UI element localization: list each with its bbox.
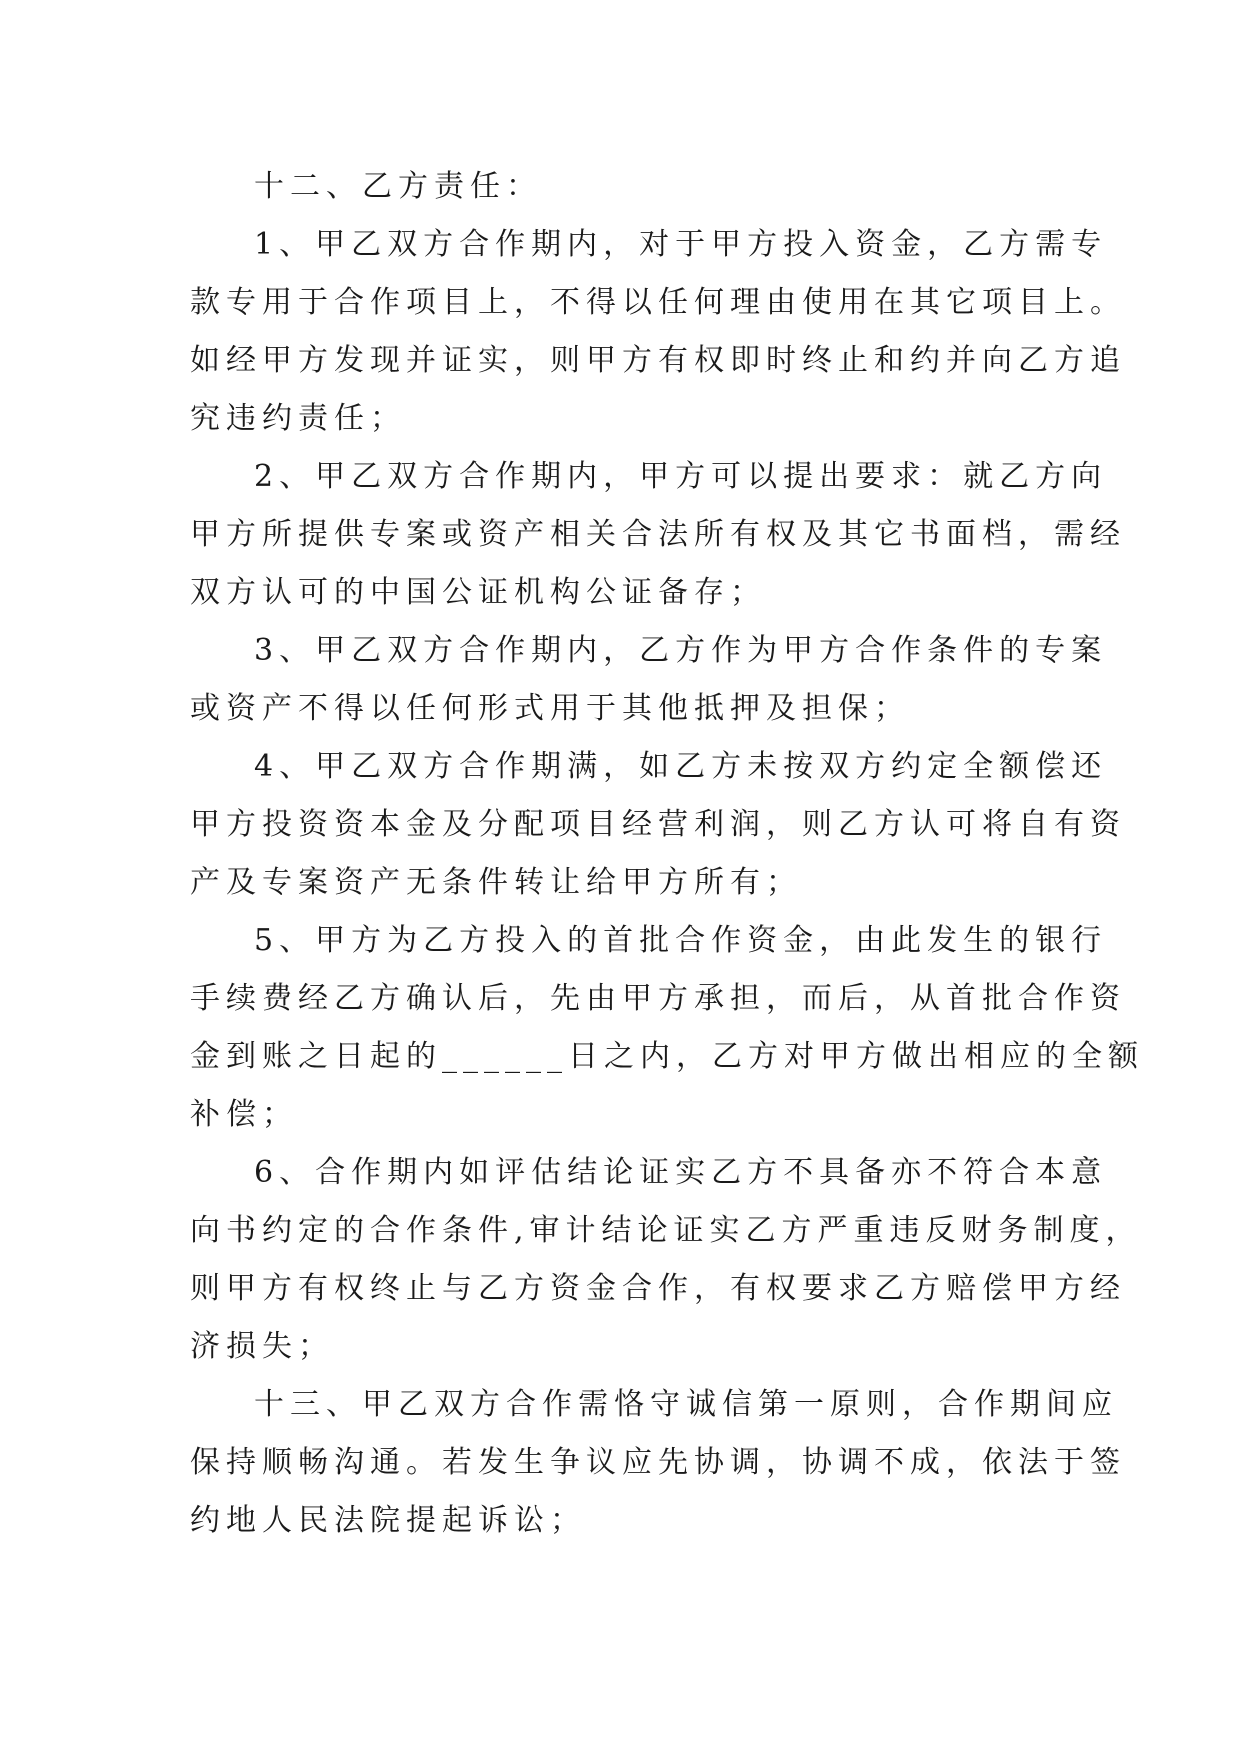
text-line: 6、合作期内如评估结论证实乙方不具备亦不符合本意 <box>254 1155 1108 1190</box>
text-line: 约地人民法院提起诉讼； <box>190 1503 586 1538</box>
text-line: 甲方投资资本金及分配项目经营利润，则乙方认可将自有资 <box>190 807 1126 842</box>
text-line: 手续费经乙方确认后，先由甲方承担，而后，从首批合作资 <box>190 981 1126 1016</box>
clause-4 <box>190 738 1126 912</box>
text-line: 3、甲乙双方合作期内，乙方作为甲方合作条件的专案 <box>254 633 1108 668</box>
clause-5 <box>190 912 1144 1144</box>
text-line: 2、甲乙双方合作期内，甲方可以提出要求：就乙方向 <box>254 459 1108 494</box>
text-line: 保持顺畅沟通。若发生争议应先协调，协调不成，依法于签 <box>190 1445 1126 1480</box>
text-line: 如经甲方发现并证实，则甲方有权即时终止和约并向乙方追 <box>190 343 1126 378</box>
text-line: 4、甲乙双方合作期满，如乙方未按双方约定全额偿还 <box>254 749 1108 784</box>
section-12-heading <box>190 158 1050 216</box>
text-line: 甲方所提供专案或资产相关合法所有权及其它书面档，需经 <box>190 517 1126 552</box>
text-line: 则甲方有权终止与乙方资金合作，有权要求乙方赔偿甲方经 <box>190 1271 1126 1306</box>
text-line: 或资产不得以任何形式用于其他抵押及担保； <box>190 691 910 726</box>
text-line: 济损失； <box>190 1329 334 1364</box>
clause-3 <box>190 622 1108 738</box>
text-line: 产及专案资产无条件转让给甲方所有； <box>190 865 802 900</box>
document-body <box>190 158 1144 1550</box>
text-line: 向书约定的合作条件,审计结论证实乙方严重违反财务制度， <box>190 1213 1142 1248</box>
text-line: 1、甲乙双方合作期内，对于甲方投入资金，乙方需专 <box>254 227 1108 262</box>
section-13 <box>190 1376 1126 1550</box>
text-line: 究违约责任； <box>190 401 406 436</box>
clause-1 <box>190 216 1126 448</box>
text-line: 双方认可的中国公证机构公证备存； <box>190 575 766 610</box>
text-line: 金到账之日起的______日之内，乙方对甲方做出相应的全额 <box>190 1039 1144 1074</box>
clause-2 <box>190 448 1126 622</box>
clause-6 <box>190 1144 1142 1376</box>
text-line: 款专用于合作项目上，不得以任何理由使用在其它项目上。 <box>190 285 1126 320</box>
text-line: 十三、甲乙双方合作需恪守诚信第一原则，合作期间应 <box>254 1387 1118 1422</box>
text-line: 5、甲方为乙方投入的首批合作资金，由此发生的银行 <box>254 923 1108 958</box>
text-line: 十二、乙方责任： <box>254 169 542 204</box>
text-line: 补偿； <box>190 1097 298 1132</box>
